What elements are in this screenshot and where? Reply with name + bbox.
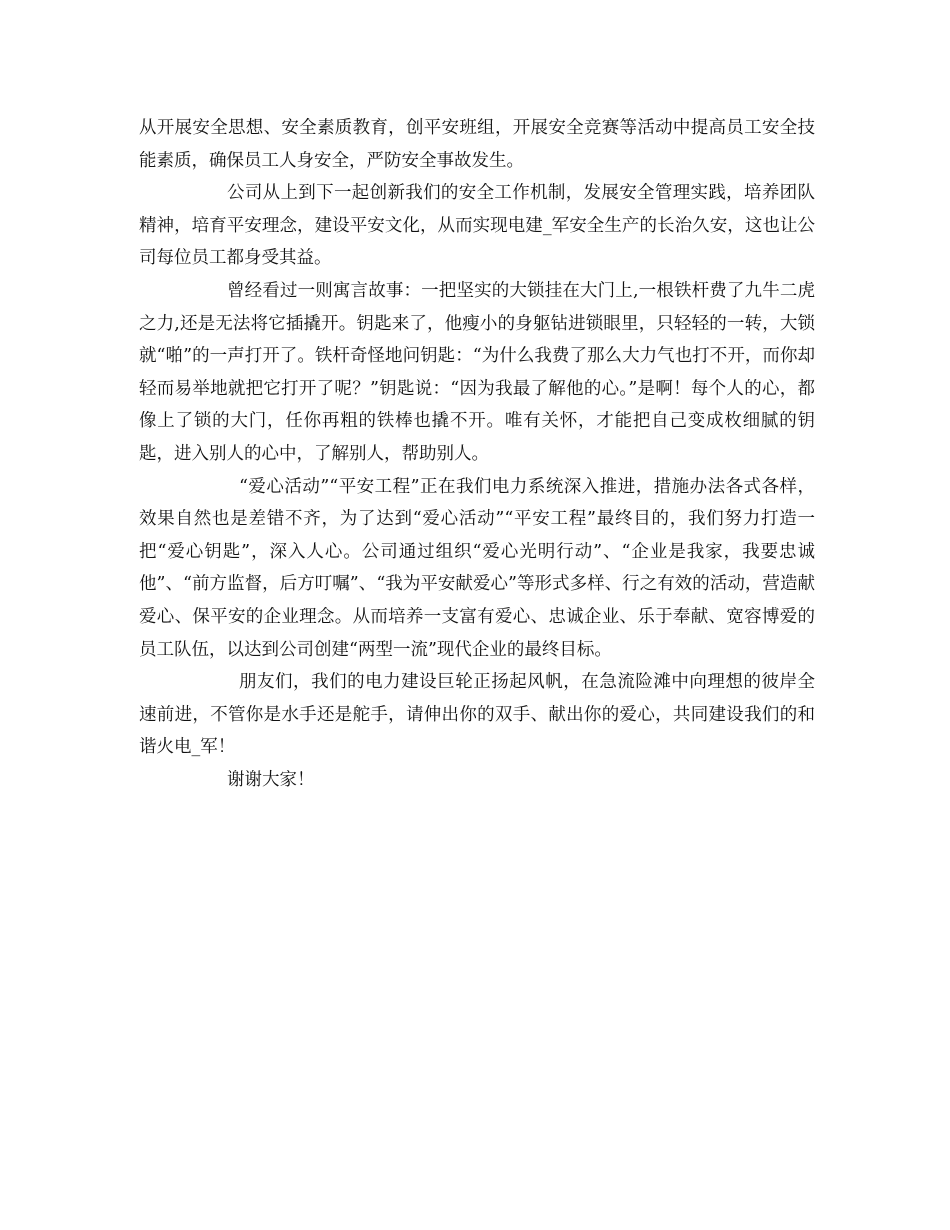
paragraph-3: 曾经看过一则寓言故事：一把坚实的大锁挂在大门上,一根铁杆费了九牛二虎之力,还是无法将它插撬开。钥匙来了，他瘦小的身躯钻进锁眼里，只轻轻的一转，大锁就“啪”的一声打开了。铁杆奇怪地问钥匙：“为什么我费了那么大力气也打不开，而你却轻而易举地就把它打开了呢？”钥匙说：“因为我最了解他的心。”是啊！每个人的心，都像上了锁的大门，任你再粗的铁棒也撬不开。唯有关怀，才能把自己变成枚细腻的钥匙，进入别人的心中，了解别人，帮助别人。	[139, 280, 815, 464]
closing-thanks: 谢谢大家！	[227, 769, 315, 790]
paragraph-5: 朋友们，我们的电力建设巨轮正扬起风帆，在急流险滩中向理想的彼岸全速前进，不管你是水手还是舵手，请伸出你的双手、献出你的爱心，共同建设我们的和谐火电_军！	[139, 672, 815, 758]
paragraph-2: 公司从上到下一起创新我们的安全工作机制，发展安全管理实践，培养团队精神，培育平安理念，建设平安文化，从而实现电建_军安全生产的长治久安，这也让公司每位员工都身受其益。	[139, 183, 815, 269]
paragraph-4: “爱心活动”“平安工程”正在我们电力系统深入推进，措施办法各式各样，效果自然也是差错不齐，为了达到“爱心活动”“平安工程”最终目的，我们努力打造一把“爱心钥匙”，深入人心。公司通过组织“爱心光明行动”、“企业是我家，我要忠诚他”、“前方监督，后方叮嘱”、“我为平安献爱心”等形式多样、行之有效的活动，营造献爱心、保平安的企业理念。从而培养一支富有爱心、忠诚企业、乐于奉献、宽容博爱的员工队伍，以达到公司创建“两型一流”现代企业的最终目标。	[139, 476, 815, 660]
paragraph-1: 从开展安全思想、安全素质教育，创平安班组，开展安全竞赛等活动中提高员工安全技能素质，确保员工人身安全，严防安全事故发生。	[139, 118, 815, 171]
document-body	[139, 112, 815, 796]
